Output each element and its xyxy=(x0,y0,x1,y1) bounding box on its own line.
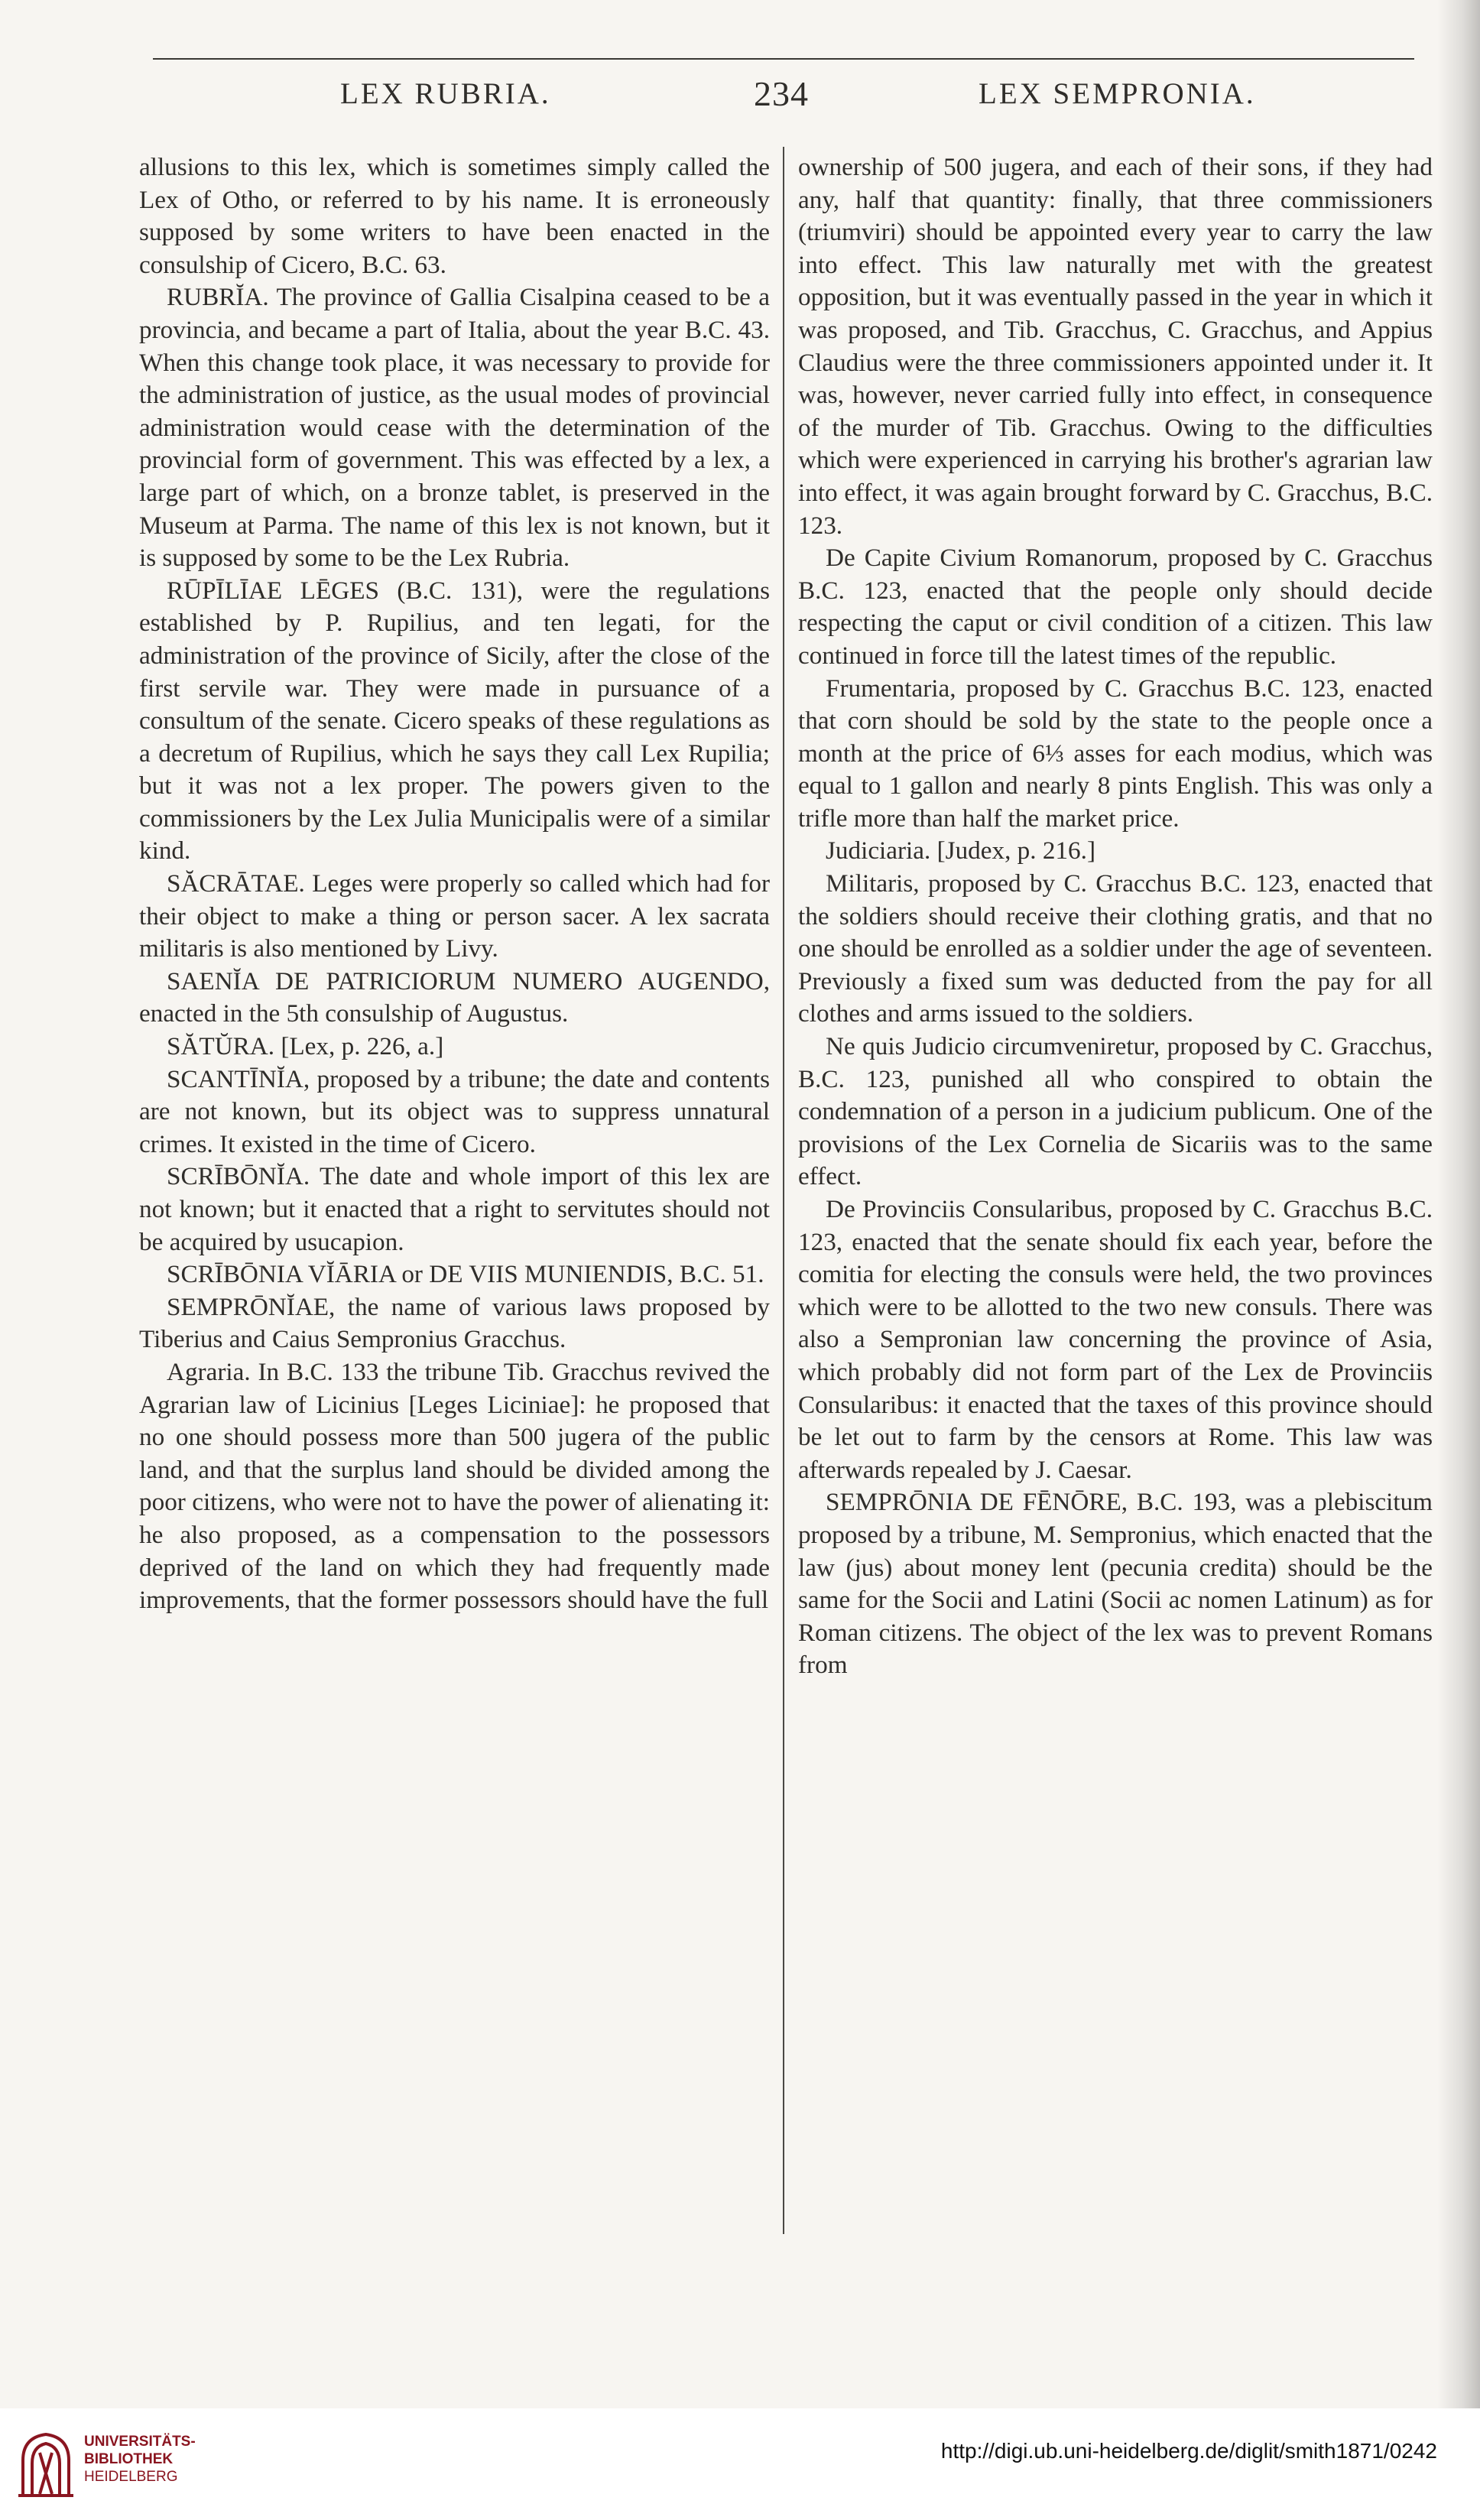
entry-de-provinciis: De Provinciis Consularibus, proposed by C. Gracchus B.C. 123, enacted that the senate should fix each year, before the comitia for electing the consuls were held, the two provinces which were to be allotted to the two new consuls. There was also a Sempronian law concerning the province of Asia, which probably did not form part of the Lex de Provinciis Consularibus: it enacted that the taxes of this province should be let out to farm by the censors at Rome. This law was afterwards repealed by J. Caesar. xyxy=(798,1195,1433,1484)
entry-scribonia: SCRĪBŌNĬA. The date and whole import of this lex are not known; but it enacted that a right to servitutes should not be acquired by usucapion. xyxy=(139,1162,770,1256)
paragraph-continued: ownership of 500 jugera, and each of their sons, if they had any, half that quantity: finally, that three commissioners (triumviri) should be appointed every year to carry the law into effect. This law naturally met with the greatest opposition, but it was eventually passed in the year in which it was proposed, and Tib. Gracchus, C. Gracchus, and Appius Claudius were the three commissioners appointed under it. It was, however, never carried fully into effect, in consequence of the murder of Tib. Gracchus. Owing to the difficulties which were experienced in carrying his brother's agrarian law into effect, it was again brought forward by C. Gracchus, B.C. 123. xyxy=(798,153,1433,540)
entry-saenia: SAENĬA DE PATRICIORUM NUMERO AUGENDO, enacted in the 5th consulship of Augustus. xyxy=(139,966,770,1028)
entry-de-capite-civium: De Capite Civium Romanorum, proposed by C. Gracchus B.C. 123, enacted that the people only should decide respecting the caput or civil condition of a citizen. This law continued in force till the latest times of the republic. xyxy=(798,544,1433,670)
entry-judiciaria: Judiciaria. [Judex, p. 216.] xyxy=(826,836,1095,865)
entry-sempronia-de-fenore: SEMPRŌNIA DE FĒNŌRE, B.C. 193, was a plebiscitum proposed by a tribune, M. Sempronius, which enacted that the law (jus) about money lent (pecunia credita) should be the same for the Socii and Latini (Socii ac nomen Latinum) as for Roman citizens. The object of the lex was to prevent Romans from xyxy=(798,1488,1433,1680)
entry-satura: SĂTŬRA. [Lex, p. 226, a.] xyxy=(167,1032,444,1061)
entry-scribonia-viaria: SCRĪBŌNIA VĬĀRIA or DE VIIS MUNIENDIS, B.C. 51. xyxy=(167,1260,764,1289)
header-left-title: LEX RUBRIA. xyxy=(340,77,551,110)
left-column xyxy=(139,151,770,1617)
source-url-link[interactable]: http://digi.ub.uni-heidelberg.de/diglit/smith1871/0242 xyxy=(940,2439,1437,2463)
library-name-line1: UNIVERSITÄTS- xyxy=(84,2434,196,2450)
header-right-title: LEX SEMPRONIA. xyxy=(979,77,1256,110)
column-divider xyxy=(783,147,784,2234)
running-header xyxy=(153,76,1414,122)
entry-agraria: Agraria. In B.C. 133 the tribune Tib. Gracchus revived the Agrarian law of Licinius [Leges Liciniae]: he proposed that no one should possess more than 500 jugera of the public land, and that the surplus land should be divided among the poor citizens, who were not to have the power of alienating it: he also proposed, as a compensation to the possessors deprived of the land on which they had frequently made improvements, that the former possessors should have the full xyxy=(139,1357,770,1615)
entry-scantinia: SCANTĪNĬA, proposed by a tribune; the date and contents are not known, but its object was to suppress unnatural crimes. It existed in the time of Cicero. xyxy=(139,1064,770,1158)
page-number: 234 xyxy=(754,74,809,113)
entry-frumentaria: Frumentaria, proposed by C. Gracchus B.C. 123, enacted that corn should be sold by the state to the people once a month at the price of 6⅓ asses for each modius, which was equal to 1 gallon and nearly 8 pints English. This was only a trifle more than half the market price. xyxy=(798,674,1433,833)
header-rule xyxy=(153,58,1414,60)
right-column xyxy=(798,151,1433,1682)
entry-ne-quis-judicio: Ne quis Judicio circumveniretur, proposed by C. Gracchus, B.C. 123, punished all who conspired to obtain the condemnation of a person in a judicium publicum. One of the provisions of the Lex Cornelia de Sicariis was to the same effect. xyxy=(798,1032,1433,1191)
paragraph: allusions to this lex, which is sometimes simply called the Lex of Otho, or referred to by his name. It is erroneously supposed by some writers to have been enacted in the consulship of Cicero, B.C. 63. xyxy=(139,153,770,279)
page-edge-shadow xyxy=(1437,0,1480,2408)
entry-sacratae: SĂCRĀTAE. Leges were properly so called which had for their object to make a thing or person sacer. A lex sacrata militaris is also mentioned by Livy. xyxy=(139,869,770,963)
library-name xyxy=(84,2433,196,2486)
footer-bar xyxy=(0,2408,1480,2520)
university-seal-icon xyxy=(17,2430,75,2500)
entry-militaris: Militaris, proposed by C. Gracchus B.C. 123, enacted that the soldiers should receive their clothing gratis, and that no one should be enrolled as a soldier under the age of seventeen. Previously a fixed sum was deducted from the pay for all clothes and arms issued to the soldiers. xyxy=(798,869,1433,1028)
library-name-line2: BIBLIOTHEK xyxy=(84,2451,174,2467)
entry-semproniae: SEMPRŌNĬAE, the name of various laws proposed by Tiberius and Caius Sempronius Gracchus. xyxy=(139,1292,770,1354)
library-name-line3: HEIDELBERG xyxy=(84,2469,178,2485)
entry-rubria: RUBRĬA. The province of Gallia Cisalpina ceased to be a provincia, and became a part of Italia, about the year B.C. 43. When this change took place, it was necessary to provide for the administration of justice, as the usual modes of provincial administration would cease with the determination of the provincial form of government. This was effected by a lex, a large part of which, on a bronze tablet, is preserved in the Museum at Parma. The name of this lex is not known, but it is supposed by some to be the Lex Rubria. xyxy=(139,283,770,573)
entry-rupiliae-leges: RŪPĪLĪAE LĒGES (B.C. 131), were the regulations established by P. Rupilius, and ten legati, for the administration of the province of Sicily, after the close of the first servile war. They were made in pursuance of a consultum of the senate. Cicero speaks of these regulations as a decretum of Rupilius, which he says they call Lex Rupilia; but it was not a lex proper. The powers given to the commissioners by the Lex Julia Municipalis were of a similar kind. xyxy=(139,576,770,865)
